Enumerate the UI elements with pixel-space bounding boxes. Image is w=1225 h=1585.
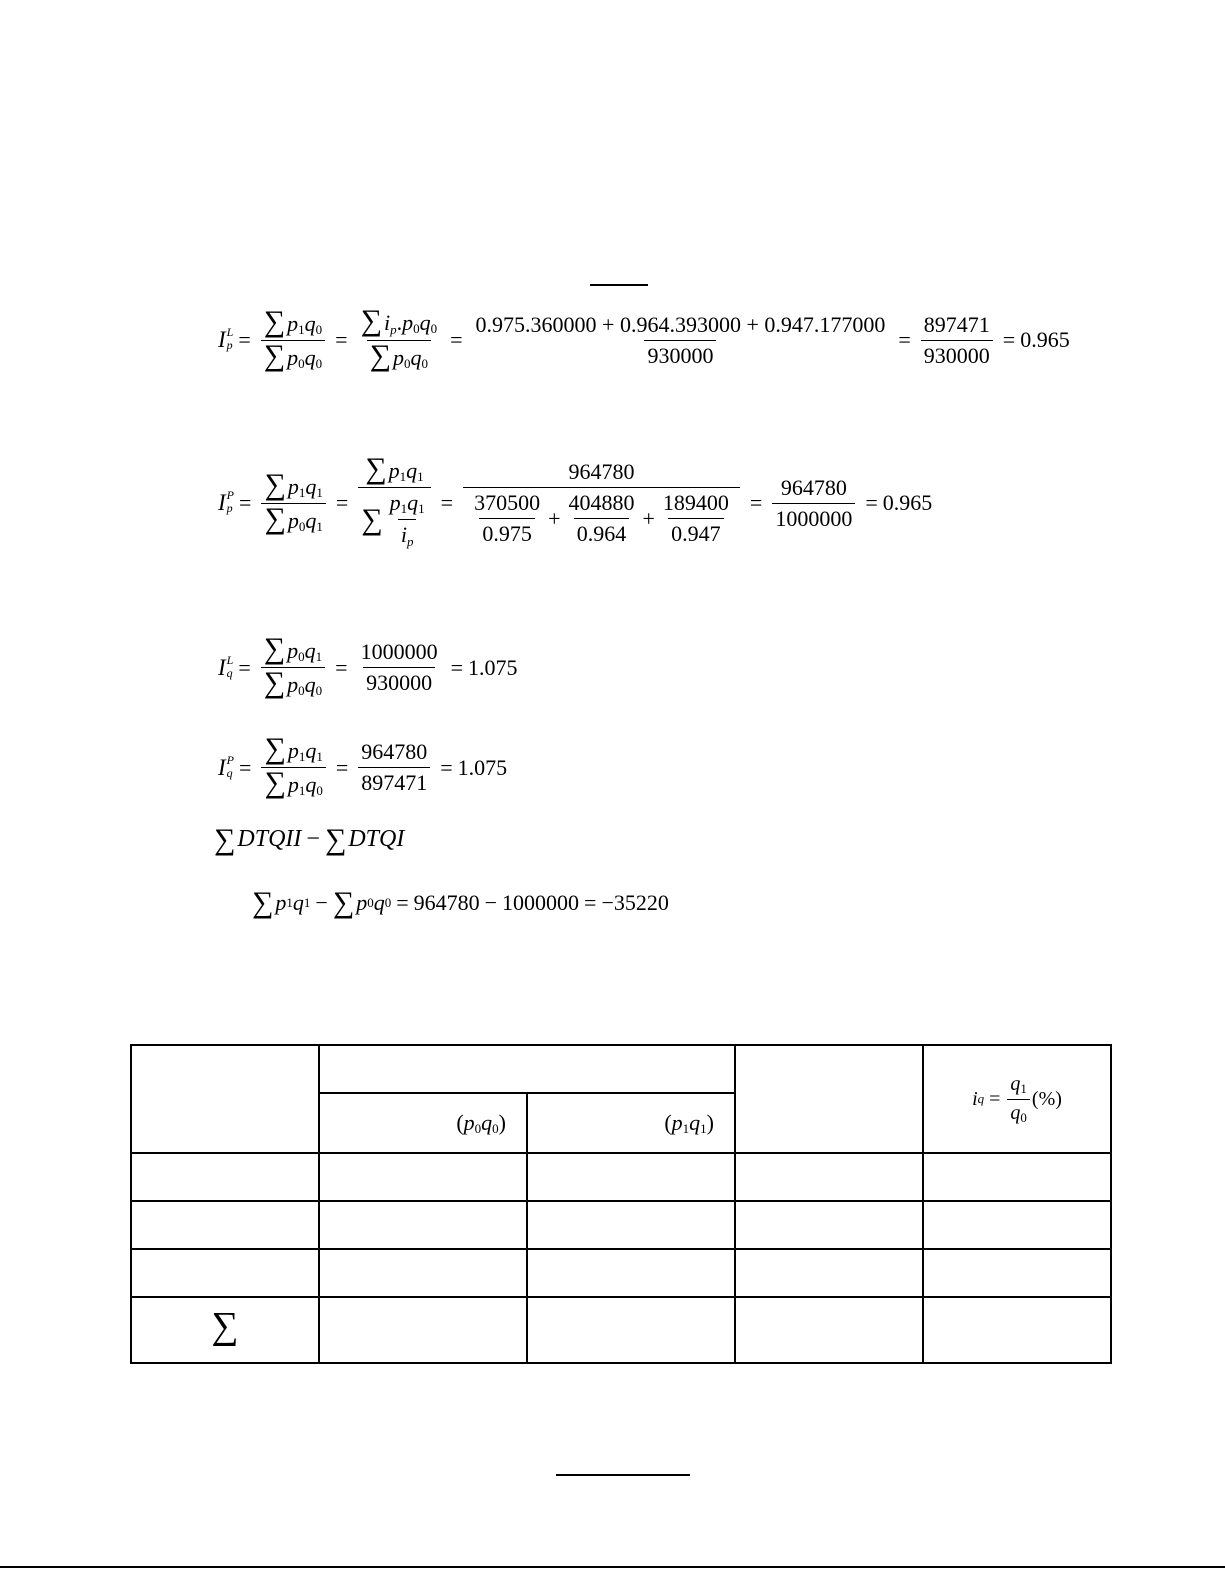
f4-result: 1.075 xyxy=(457,754,508,780)
f6-result: −35220 xyxy=(601,890,669,915)
footer-rule xyxy=(556,1474,690,1476)
symbol-iq-l: I L q xyxy=(218,652,234,680)
page-bottom-line xyxy=(0,1566,1225,1568)
f1-denominator-b: 930000 xyxy=(921,340,993,369)
f1-numerator: 0.975.360000 + 0.964.393000 + 0.947.177000 xyxy=(475,311,886,337)
top-rule xyxy=(590,284,648,286)
f2-term2-den: 0.964 xyxy=(574,518,630,547)
f2-term1-num: 370500 xyxy=(474,490,541,515)
header-cell-p0q0: $(p_0q_0)$ xyxy=(319,1093,527,1153)
f5-left: DTQII xyxy=(237,826,302,852)
header-cell-p1q1: $(p_1q_1)$ xyxy=(527,1093,735,1153)
f2-denominator-b: 1000000 xyxy=(772,503,855,532)
summary-table xyxy=(130,1044,1112,1364)
f2-numerator: 964780 xyxy=(568,459,635,484)
formula-dtq: ∑ DTQII − ∑ DTQI xyxy=(214,822,405,856)
table-row xyxy=(131,1153,1111,1201)
f2-term3-den: 0.947 xyxy=(668,518,724,547)
f3-result: 1.075 xyxy=(468,654,518,680)
sum-symbol: ∑ xyxy=(131,1297,319,1363)
header-cell-1 xyxy=(131,1045,319,1153)
f2-term3-num: 189400 xyxy=(662,490,729,515)
f1-denominator: 930000 xyxy=(644,340,716,369)
f1-numerator-b: 897471 xyxy=(923,311,990,337)
table-row xyxy=(131,1201,1111,1249)
header-cell-iq: i q = $\frac{q_1}{q_0}$ (%) xyxy=(923,1045,1111,1153)
symbol-iq-p: I P q xyxy=(218,752,235,780)
f2-result: 0.965 xyxy=(882,490,933,515)
f1-result: 0.965 xyxy=(1020,327,1070,352)
table-row-sum xyxy=(131,1297,1111,1363)
f6-v2: 1000000 xyxy=(502,890,580,915)
formula-paasche-price: I P p = $\frac{\sum p_1q_1}{\sum p_0q_1}$ = $\sum p_1q_1$ ∑ $\frac{p_1q_1}{ip}$ = 964780 $\frac{370500}{0.975}$ + $\frac{404880}{0.964}$ + $\frac{189400}{0.947}$ = $\frac{964780}{1000000}$ = 0.965 xyxy=(218,452,933,549)
f4-denominator: 897471 xyxy=(358,767,430,796)
formula-paasche-quantity: I P q = $\frac{\sum p_1q_1}{\sum p_1q_0}$ = $\frac{964780}{897471}$ = 1.075 xyxy=(218,732,508,799)
f5-right: DTQI xyxy=(348,826,405,852)
f3-denominator: 930000 xyxy=(363,667,435,696)
header-cell-2-group xyxy=(319,1045,735,1093)
f2-term2-num: 404880 xyxy=(568,490,635,515)
header-cell-4 xyxy=(735,1045,923,1153)
table-row xyxy=(131,1249,1111,1297)
f2-numerator-b: 964780 xyxy=(780,474,847,500)
symbol-ip-l: I L p xyxy=(218,325,234,352)
formula-laspeyres-quantity: I L q = $\frac{\sum p_0q_1}{\sum p_0q_0}$ = $\frac{1000000}{930000}$ = 1.075 xyxy=(218,632,518,699)
formula-laspeyres-price: I L p = $\frac{\sum p_1q_0}{\sum p_0q_0}$ = $\frac{\sum ip.p_0q_0}{\sum p_0q_0}$ = $\frac{0.975.360000 + 0.964.393000 + 0.947.177000}{930000}$ = $\frac{897471}{930000}$ = 0.965 xyxy=(218,304,1070,372)
formula-difference: ∑ p 1 q 1 − ∑ p 0 q 0 = 964780 − 1000000 = −35220 xyxy=(252,886,669,919)
f4-numerator: 964780 xyxy=(361,739,428,764)
f2-term1-den: 0.975 xyxy=(479,518,535,547)
f6-v1: 964780 xyxy=(413,890,480,915)
symbol-ip-p: I P p xyxy=(218,488,235,515)
f3-numerator: 1000000 xyxy=(360,639,438,664)
